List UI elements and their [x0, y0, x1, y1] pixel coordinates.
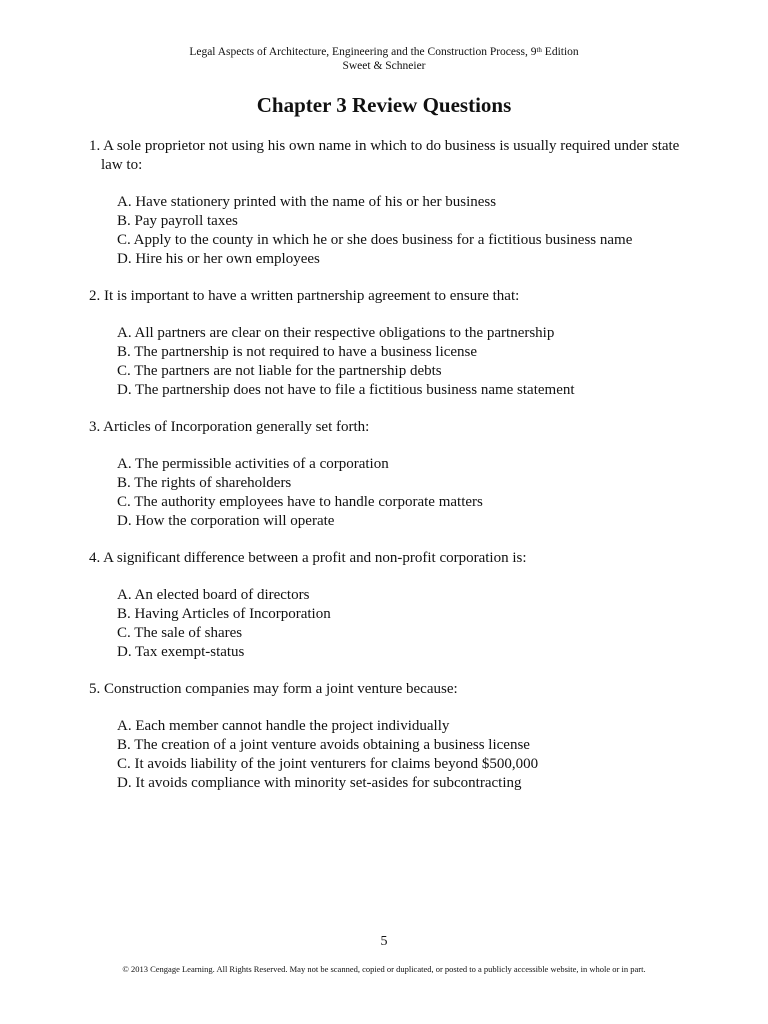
copyright-notice: © 2013 Cengage Learning. All Rights Reserved. May not be scanned, copied or duplicated, or posted to a publicly accessible website, in whole or in part. — [122, 964, 646, 974]
question-text: 5. Construction companies may form a joint venture because: — [89, 681, 458, 697]
question-list — [89, 137, 689, 811]
book-title-prefix: Legal Aspects of Architecture, Engineering and the Construction Process, 9 — [189, 46, 537, 58]
option-b: B. Having Articles of Incorporation — [117, 606, 331, 622]
question-4 — [89, 549, 689, 662]
question-3 — [89, 418, 689, 531]
edition-superscript: th — [536, 46, 542, 54]
option-a: A. The permissible activities of a corporation — [117, 456, 389, 472]
book-title-suffix: Edition — [541, 46, 579, 58]
option-c: C. The partners are not liable for the partnership debts — [117, 363, 442, 379]
question-text: 1. A sole proprietor not using his own name in which to do business is usually required under state law to: — [89, 138, 680, 173]
option-c: C. The sale of shares — [117, 625, 243, 641]
chapter-title: Chapter 3 Review Questions — [256, 93, 512, 117]
option-a: A. Have stationery printed with the name of his or her business — [117, 194, 497, 210]
option-d: D. Hire his or her own employees — [117, 251, 320, 267]
option-d: D. The partnership does not have to file a fictitious business name statement — [117, 382, 575, 398]
option-b: B. The partnership is not required to have a business license — [117, 344, 478, 360]
option-b: B. The creation of a joint venture avoids obtaining a business license — [117, 737, 530, 753]
option-b: B. Pay payroll taxes — [117, 213, 238, 229]
question-text: 3. Articles of Incorporation generally set forth: — [89, 419, 370, 435]
option-d: D. How the corporation will operate — [117, 513, 335, 529]
running-header — [0, 45, 768, 73]
authors-line: Sweet & Schneier — [342, 60, 426, 72]
option-c: C. It avoids liability of the joint venturers for claims beyond $500,000 — [117, 756, 539, 772]
question-text: 2. It is important to have a written partnership agreement to ensure that: — [89, 288, 520, 304]
option-b: B. The rights of shareholders — [117, 475, 292, 491]
option-d: D. Tax exempt-status — [117, 644, 245, 660]
question-text: 4. A significant difference between a profit and non-profit corporation is: — [89, 550, 527, 566]
option-d: D. It avoids compliance with minority set-asides for subcontracting — [117, 775, 522, 791]
option-a: A. Each member cannot handle the project individually — [117, 718, 450, 734]
question-2 — [89, 287, 689, 400]
question-5 — [89, 680, 689, 793]
option-c: C. Apply to the county in which he or she does business for a fictitious business name — [117, 232, 633, 248]
option-a: A. An elected board of directors — [117, 587, 310, 603]
page-number: 5 — [380, 934, 388, 949]
option-a: A. All partners are clear on their respective obligations to the partnership — [117, 325, 555, 341]
question-1 — [89, 137, 689, 269]
option-c: C. The authority employees have to handle corporate matters — [117, 494, 483, 510]
book-title-line — [0, 45, 768, 59]
